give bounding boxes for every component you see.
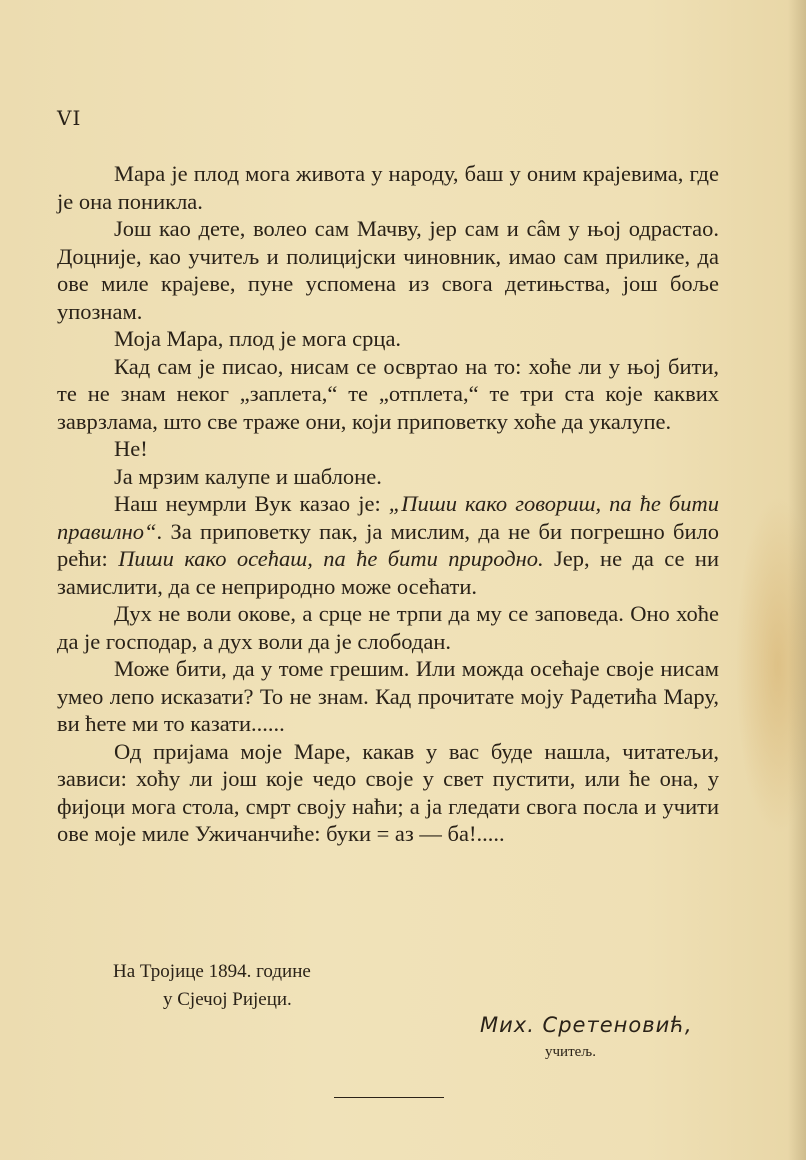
paragraph: Дух не воли окове, а срце не трпи да му се заповеда. Оно хоће да је господар, а дух воли да је слободан.	[57, 601, 719, 654]
paragraph-vuk	[57, 490, 719, 600]
date-line: На Тројице 1894. године	[113, 961, 311, 982]
paragraph: Може бити, да у томе грешим. Или можда осећаје своје нисам умео лепо исказати? То не знам. Кад прочитате моју Радетића Мару, ви ћете ми то казати......	[57, 656, 719, 736]
paragraph-end: Јер, не да се ни замислити, да се неприродно може осећати.	[57, 546, 720, 599]
paragraph-lead: Наш неумрли Вук казао је:	[114, 491, 389, 516]
paragraph-middle: . За приповетку пак, ја мислим, да не би погрешно било рећи:	[57, 518, 719, 571]
paragraph: Кад сам је писао, нисам се освртао на то: хоће ли у њој бити, те не знам неког „заплета,“ те „отплета,“ те три ста које каквих заврзлама, што све траже они, који приповетку хоће да укалупе.	[57, 353, 719, 434]
paragraph: Не!	[114, 436, 148, 461]
vuk-quote: „Пиши како говориш, па ће бити правилно“	[57, 491, 720, 544]
place-line: у Сјечој Ријеци.	[163, 989, 292, 1010]
page-edge-shadow	[788, 0, 806, 1160]
paragraph: Од пријама моје Маре, какав у вас буде нашла, читатељи, зависи: хоћу ли још које чедо своје у свет пустити, или ће она, у фијоци мога стола, смрт своју наћи; а ја гледати свога посла и учити ове моје миле Ужичанчиће: буки = аз — ба!.....	[57, 738, 719, 846]
paragraph: Ја мрзим калупе и шаблоне.	[114, 463, 382, 489]
place-date	[113, 958, 311, 1014]
author-maxim: Пиши како осећаш, па ће бити природно.	[118, 546, 544, 571]
author-title: учитељ.	[545, 1044, 596, 1060]
paragraph: Моја Мара, плод је мога срца.	[114, 326, 402, 351]
author-signature: Мих. Сретеновић,	[480, 1013, 693, 1037]
divider-rule	[334, 1097, 444, 1098]
preface-text	[57, 160, 719, 848]
paragraph: Мара је плод мога живота у народу, баш у оним крајевима, где је она поникла.	[57, 161, 719, 214]
paragraph: Још као дете, волео сам Мачву, јер сам и сâм у њој одрастао. Доцније, као учитељ и полицијски чиновник, имао сам прилике, да ове миле крајеве, пуне успомена из свога детињства, још боље упознам.	[57, 216, 719, 324]
page-number: VI	[57, 106, 82, 130]
